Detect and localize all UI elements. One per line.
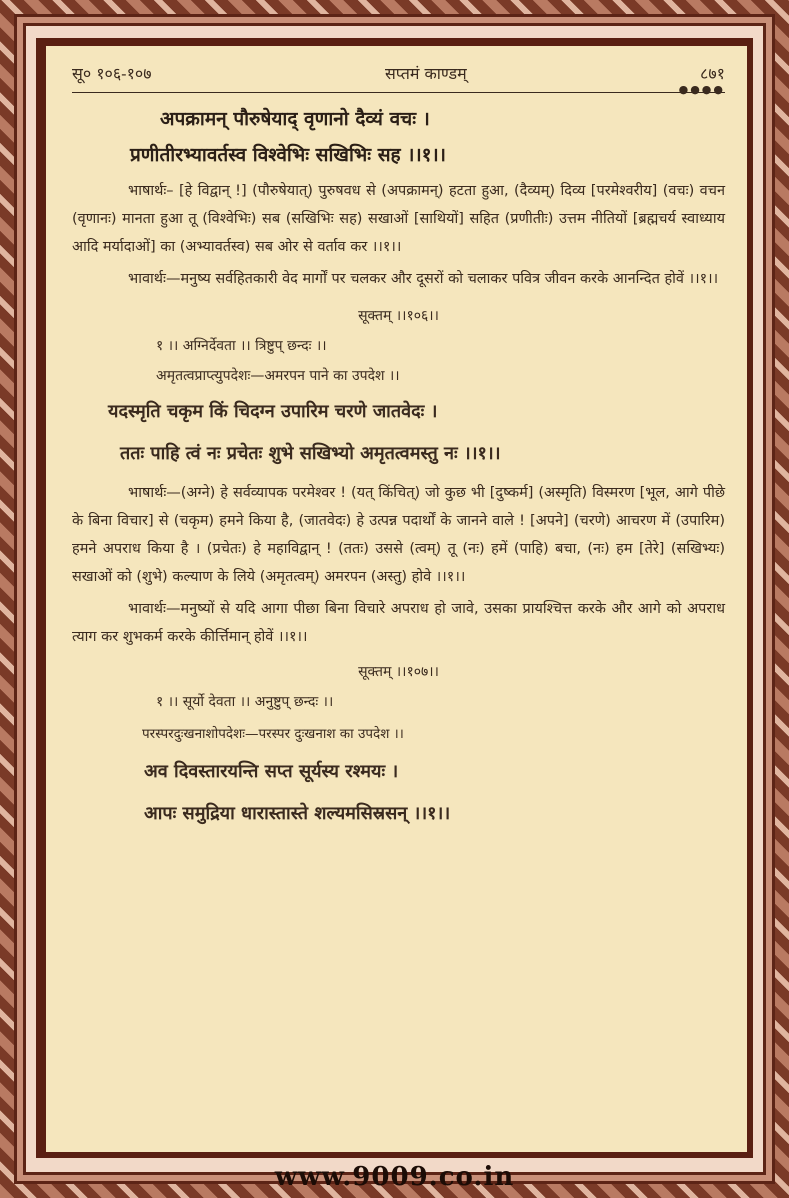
verse-106-line1: यदस्मृति चकृम किं चिदग्न उपारिम चरणे जातवेदः ।	[108, 401, 438, 422]
verse-106-line2: ततः पाहि त्वं नः प्रचेतः शुभे सखिभ्यो अमृतत्वमस्तु नः ।।१।।	[120, 443, 501, 464]
website-watermark: www.9009.co.in	[274, 1162, 515, 1192]
page-number: ८७१	[700, 64, 725, 83]
sukta-107-heading: सूक्तम् ।।१०७।।	[358, 664, 439, 680]
devata-106: १ ।। अग्निर्देवता ।। त्रिष्टुप् छन्दः ।।	[156, 338, 327, 354]
verse-107-line2: आपः समुद्रिया धारास्तास्ते शल्यमसिस्रसन् ।।१।।	[144, 803, 451, 824]
bhavartha-105: भावार्थः—मनुष्य सर्वहितकारी वेद मार्गों पर चलकर और दूसरों को चलाकर पवित्र जीवन करके आनन्दित होवें ।।१।।	[128, 271, 719, 287]
kanda-title: सप्तमं काण्डम्	[384, 64, 467, 83]
verse-105-line2: प्रणीतीरभ्यावर्तस्व विश्वेभिः सखिभिः सह ।।१।।	[130, 144, 446, 166]
bhavartha-106: भावार्थः—मनुष्यों से यदि आगा पीछा बिना विचारे अपराध हो जावे, उसका प्रायश्चित्त करके और आगे को अपराध त्याग कर शुभकर्म करके कीर्त्तिमान् होवें ।।१।।	[72, 601, 725, 645]
book-page	[46, 46, 747, 1152]
upadesha-107: परस्परदुःखनाशोपदेशः—परस्पर दुःखनाश का उपदेश ।।	[142, 726, 404, 742]
sukta-range: सू० १०६-१०७	[72, 64, 152, 83]
verse-107-line1: अव दिवस्तारयन्ति सप्त सूर्यस्य रश्मयः ।	[144, 761, 399, 782]
devata-107: १ ।। सूर्यो देवता ।। अनुष्टुप् छन्दः ।।	[156, 694, 334, 710]
upadesha-106: अमृतत्वप्राप्त्युपदेशः—अमरपन पाने का उपदेश ।।	[156, 368, 400, 384]
header-rule: ●●●●	[72, 92, 725, 93]
verse-105-line1: अपक्रामन् पौरुषेयाद् वृणानो दैव्यं वचः ।	[160, 108, 430, 130]
page-header	[72, 46, 725, 84]
sukta-106-heading: सूक्तम् ।।१०६।।	[358, 308, 439, 324]
bhashartha-106: भाषार्थः—(अग्ने) हे सर्वव्यापक परमेश्वर ! (यत् किंचित्) जो कुछ भी [दुष्कर्म] (अस्मृति) विस्मरण [भूल, आगे पीछे के बिना विचार] से (चकृम) हमने किया है, (जातवेदः) हे उत्पन्न पदार्थों के जानने वाले ! [अपने] (चरणे) आचरण में (उपारिम) हमने अपराध किया है । (प्रचेतः) हे महाविद्वान् ! (ततः) उससे (त्वम्) तू (नः) हमें (पाहि) बचा, (नः) हम [तेरे] (सखिभ्यः) सखाओं को (शुभे) कल्याण के लिये (अमृतत्वम्) अमरपन (अस्तु) होवे ।।१।।	[72, 485, 725, 585]
bhashartha-105: भाषार्थः– [हे विद्वान् !] (पौरुषेयात्) पुरुषवध से (अपक्रामन्) हटता हुआ, (दैव्यम्) दिव्य [परमेश्वरीय] (वचः) वचन (वृणानः) मानता हुआ तू (विश्वेभिः) सब (सखिभिः सह) सखाओं [साथियों] सहित (प्रणीतीः) उत्तम नीतियों [ब्रह्मचर्य स्वाध्याय आदि मर्यादाओं] का (अभ्यावर्तस्व) सब ओर से वर्ताव कर ।।१।।	[72, 183, 725, 255]
